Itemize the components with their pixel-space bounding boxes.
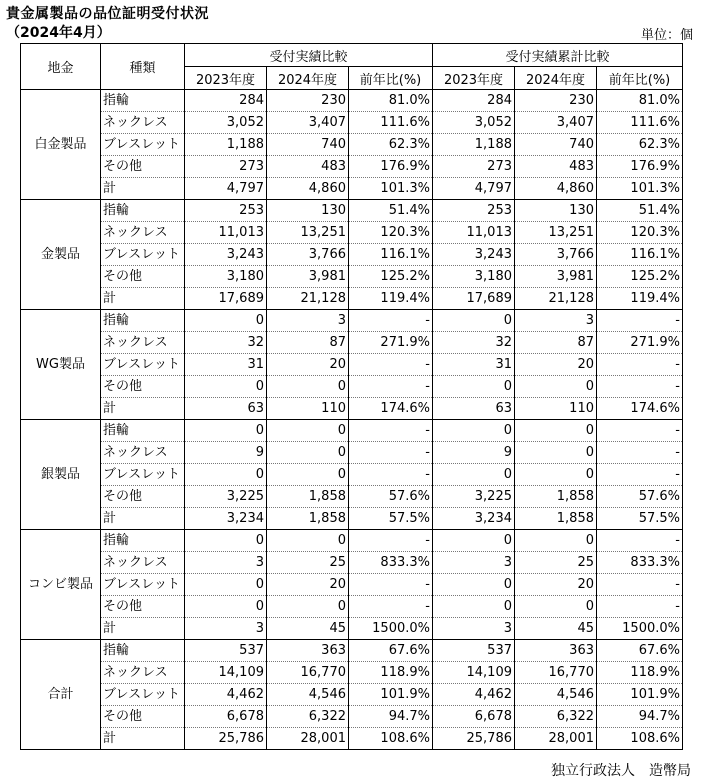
count-cell: 0 bbox=[433, 464, 515, 486]
product-kind: ブレスレット bbox=[101, 134, 185, 156]
count-cell: 13,251 bbox=[267, 222, 349, 244]
publisher: 独立行政法人 造幣局 bbox=[551, 763, 691, 779]
table-row bbox=[21, 200, 683, 222]
count-cell: 273 bbox=[185, 156, 267, 178]
product-kind: 指輪 bbox=[101, 420, 185, 442]
yoy-cell: 57.5% bbox=[597, 508, 683, 530]
count-cell: 3,180 bbox=[185, 266, 267, 288]
product-kind: ネックレス bbox=[101, 332, 185, 354]
yoy-cell: 94.7% bbox=[597, 706, 683, 728]
yoy-cell: 116.1% bbox=[349, 244, 433, 266]
count-cell: 3,180 bbox=[433, 266, 515, 288]
yoy-cell: 57.6% bbox=[349, 486, 433, 508]
product-kind: その他 bbox=[101, 266, 185, 288]
count-cell: 3,243 bbox=[185, 244, 267, 266]
count-cell: 3 bbox=[185, 552, 267, 574]
count-cell: 3,052 bbox=[433, 112, 515, 134]
table-row bbox=[21, 618, 683, 640]
count-cell: 14,109 bbox=[185, 662, 267, 684]
table-row bbox=[21, 244, 683, 266]
yoy-cell: - bbox=[597, 530, 683, 552]
table-row bbox=[21, 134, 683, 156]
table-row bbox=[21, 288, 683, 310]
count-cell: 4,797 bbox=[433, 178, 515, 200]
count-cell: 0 bbox=[185, 376, 267, 398]
count-cell: 20 bbox=[267, 354, 349, 376]
yoy-cell: 62.3% bbox=[349, 134, 433, 156]
count-cell: 253 bbox=[185, 200, 267, 222]
count-cell: 4,860 bbox=[267, 178, 349, 200]
yoy-cell: 119.4% bbox=[349, 288, 433, 310]
count-cell: 3,407 bbox=[267, 112, 349, 134]
count-cell: 3,243 bbox=[433, 244, 515, 266]
count-cell: 0 bbox=[433, 574, 515, 596]
yoy-cell: - bbox=[349, 574, 433, 596]
yoy-cell: - bbox=[349, 596, 433, 618]
product-kind: ブレスレット bbox=[101, 244, 185, 266]
yoy-cell: 51.4% bbox=[597, 200, 683, 222]
count-cell: 0 bbox=[433, 310, 515, 332]
header-cumulative-fy2023: 2023年度 bbox=[433, 67, 515, 90]
count-cell: 1,858 bbox=[267, 486, 349, 508]
table-row bbox=[21, 398, 683, 420]
count-cell: 0 bbox=[515, 442, 597, 464]
table-row bbox=[21, 376, 683, 398]
count-cell: 11,013 bbox=[185, 222, 267, 244]
count-cell: 230 bbox=[267, 90, 349, 112]
count-cell: 9 bbox=[433, 442, 515, 464]
count-cell: 0 bbox=[267, 442, 349, 464]
count-cell: 0 bbox=[433, 420, 515, 442]
metal-group-label: WG製品 bbox=[21, 310, 101, 420]
count-cell: 21,128 bbox=[515, 288, 597, 310]
yoy-cell: 119.4% bbox=[597, 288, 683, 310]
count-cell: 25,786 bbox=[433, 728, 515, 750]
count-cell: 28,001 bbox=[267, 728, 349, 750]
yoy-cell: - bbox=[349, 310, 433, 332]
yoy-cell: 62.3% bbox=[597, 134, 683, 156]
product-kind: 計 bbox=[101, 398, 185, 420]
yoy-cell: 116.1% bbox=[597, 244, 683, 266]
product-kind: その他 bbox=[101, 596, 185, 618]
yoy-cell: 67.6% bbox=[349, 640, 433, 662]
count-cell: 0 bbox=[267, 530, 349, 552]
table-row bbox=[21, 310, 683, 332]
product-kind: ネックレス bbox=[101, 662, 185, 684]
count-cell: 0 bbox=[185, 574, 267, 596]
table-row bbox=[21, 442, 683, 464]
table-row bbox=[21, 266, 683, 288]
product-kind: 計 bbox=[101, 178, 185, 200]
count-cell: 20 bbox=[515, 574, 597, 596]
count-cell: 4,462 bbox=[185, 684, 267, 706]
table-row bbox=[21, 684, 683, 706]
count-cell: 3,234 bbox=[185, 508, 267, 530]
yoy-cell: 120.3% bbox=[597, 222, 683, 244]
count-cell: 3,234 bbox=[433, 508, 515, 530]
yoy-cell: 118.9% bbox=[597, 662, 683, 684]
table-row bbox=[21, 222, 683, 244]
count-cell: 0 bbox=[433, 596, 515, 618]
yoy-cell: 125.2% bbox=[349, 266, 433, 288]
count-cell: 230 bbox=[515, 90, 597, 112]
count-cell: 253 bbox=[433, 200, 515, 222]
count-cell: 537 bbox=[185, 640, 267, 662]
count-cell: 0 bbox=[267, 420, 349, 442]
count-cell: 0 bbox=[185, 596, 267, 618]
table-body bbox=[21, 90, 683, 750]
yoy-cell: 174.6% bbox=[597, 398, 683, 420]
count-cell: 110 bbox=[515, 398, 597, 420]
count-cell: 3,225 bbox=[433, 486, 515, 508]
count-cell: 0 bbox=[267, 464, 349, 486]
count-cell: 0 bbox=[185, 420, 267, 442]
count-cell: 3,407 bbox=[515, 112, 597, 134]
table-row bbox=[21, 596, 683, 618]
count-cell: 4,546 bbox=[515, 684, 597, 706]
count-cell: 130 bbox=[515, 200, 597, 222]
table-row bbox=[21, 112, 683, 134]
yoy-cell: 111.6% bbox=[597, 112, 683, 134]
yoy-cell: - bbox=[349, 442, 433, 464]
report-title: 貴金属製品の品位証明受付状況 bbox=[6, 6, 209, 22]
yoy-cell: 120.3% bbox=[349, 222, 433, 244]
yoy-cell: 108.6% bbox=[349, 728, 433, 750]
product-kind: その他 bbox=[101, 486, 185, 508]
count-cell: 4,797 bbox=[185, 178, 267, 200]
yoy-cell: 174.6% bbox=[349, 398, 433, 420]
count-cell: 25,786 bbox=[185, 728, 267, 750]
count-cell: 1,858 bbox=[267, 508, 349, 530]
table-row bbox=[21, 332, 683, 354]
yoy-cell: 271.9% bbox=[349, 332, 433, 354]
yoy-cell: 81.0% bbox=[349, 90, 433, 112]
count-cell: 284 bbox=[185, 90, 267, 112]
count-cell: 0 bbox=[185, 464, 267, 486]
product-kind: ブレスレット bbox=[101, 464, 185, 486]
count-cell: 0 bbox=[433, 376, 515, 398]
count-cell: 3 bbox=[185, 618, 267, 640]
count-cell: 87 bbox=[267, 332, 349, 354]
yoy-cell: - bbox=[349, 376, 433, 398]
count-cell: 1,188 bbox=[433, 134, 515, 156]
count-cell: 3,981 bbox=[515, 266, 597, 288]
count-cell: 32 bbox=[185, 332, 267, 354]
count-cell: 4,462 bbox=[433, 684, 515, 706]
table-row bbox=[21, 662, 683, 684]
count-cell: 363 bbox=[515, 640, 597, 662]
count-cell: 6,678 bbox=[433, 706, 515, 728]
yoy-cell: 176.9% bbox=[597, 156, 683, 178]
count-cell: 0 bbox=[515, 376, 597, 398]
product-kind: ブレスレット bbox=[101, 574, 185, 596]
count-cell: 3,766 bbox=[267, 244, 349, 266]
product-kind: 指輪 bbox=[101, 90, 185, 112]
count-cell: 1,858 bbox=[515, 508, 597, 530]
product-kind: ネックレス bbox=[101, 442, 185, 464]
count-cell: 740 bbox=[267, 134, 349, 156]
table-row bbox=[21, 486, 683, 508]
yoy-cell: - bbox=[349, 464, 433, 486]
yoy-cell: - bbox=[597, 442, 683, 464]
product-kind: ネックレス bbox=[101, 112, 185, 134]
product-kind: ネックレス bbox=[101, 552, 185, 574]
count-cell: 740 bbox=[515, 134, 597, 156]
count-cell: 6,322 bbox=[515, 706, 597, 728]
table-row bbox=[21, 574, 683, 596]
yoy-cell: 94.7% bbox=[349, 706, 433, 728]
count-cell: 14,109 bbox=[433, 662, 515, 684]
table-row bbox=[21, 552, 683, 574]
count-cell: 0 bbox=[185, 530, 267, 552]
yoy-cell: - bbox=[597, 420, 683, 442]
yoy-cell: - bbox=[597, 596, 683, 618]
product-kind: その他 bbox=[101, 376, 185, 398]
count-cell: 17,689 bbox=[185, 288, 267, 310]
table-row bbox=[21, 90, 683, 112]
product-kind: その他 bbox=[101, 156, 185, 178]
yoy-cell: 118.9% bbox=[349, 662, 433, 684]
yoy-cell: - bbox=[349, 420, 433, 442]
unit-label: 単位：個 bbox=[640, 28, 693, 43]
header-yoy: 前年比(%) bbox=[349, 67, 433, 90]
yoy-cell: 101.9% bbox=[349, 684, 433, 706]
table-row bbox=[21, 640, 683, 662]
yoy-cell: 271.9% bbox=[597, 332, 683, 354]
product-kind: ブレスレット bbox=[101, 354, 185, 376]
count-cell: 0 bbox=[515, 464, 597, 486]
count-cell: 31 bbox=[185, 354, 267, 376]
yoy-cell: - bbox=[597, 354, 683, 376]
count-cell: 6,678 bbox=[185, 706, 267, 728]
product-kind: 計 bbox=[101, 618, 185, 640]
yoy-cell: 57.5% bbox=[349, 508, 433, 530]
count-cell: 0 bbox=[515, 420, 597, 442]
count-cell: 45 bbox=[515, 618, 597, 640]
yoy-cell: 101.9% bbox=[597, 684, 683, 706]
yoy-cell: 57.6% bbox=[597, 486, 683, 508]
count-cell: 32 bbox=[433, 332, 515, 354]
yoy-cell: 101.3% bbox=[597, 178, 683, 200]
count-cell: 1,188 bbox=[185, 134, 267, 156]
table-row bbox=[21, 728, 683, 750]
count-cell: 87 bbox=[515, 332, 597, 354]
certification-table bbox=[20, 43, 683, 750]
count-cell: 28,001 bbox=[515, 728, 597, 750]
count-cell: 3 bbox=[433, 552, 515, 574]
yoy-cell: 833.3% bbox=[349, 552, 433, 574]
count-cell: 483 bbox=[515, 156, 597, 178]
metal-group-label: コンビ製品 bbox=[21, 530, 101, 640]
product-kind: 計 bbox=[101, 728, 185, 750]
yoy-cell: 176.9% bbox=[349, 156, 433, 178]
count-cell: 3 bbox=[267, 310, 349, 332]
count-cell: 21,128 bbox=[267, 288, 349, 310]
count-cell: 16,770 bbox=[267, 662, 349, 684]
product-kind: 計 bbox=[101, 288, 185, 310]
product-kind: 指輪 bbox=[101, 640, 185, 662]
product-kind: 指輪 bbox=[101, 310, 185, 332]
count-cell: 13,251 bbox=[515, 222, 597, 244]
count-cell: 31 bbox=[433, 354, 515, 376]
yoy-cell: 125.2% bbox=[597, 266, 683, 288]
count-cell: 11,013 bbox=[433, 222, 515, 244]
count-cell: 63 bbox=[185, 398, 267, 420]
metal-group-label: 銀製品 bbox=[21, 420, 101, 530]
yoy-cell: 111.6% bbox=[349, 112, 433, 134]
table-row bbox=[21, 178, 683, 200]
count-cell: 0 bbox=[433, 530, 515, 552]
count-cell: 25 bbox=[515, 552, 597, 574]
yoy-cell: - bbox=[597, 310, 683, 332]
count-cell: 3,981 bbox=[267, 266, 349, 288]
count-cell: 284 bbox=[433, 90, 515, 112]
yoy-cell: 1500.0% bbox=[349, 618, 433, 640]
count-cell: 363 bbox=[267, 640, 349, 662]
yoy-cell: 51.4% bbox=[349, 200, 433, 222]
yoy-cell: 81.0% bbox=[597, 90, 683, 112]
yoy-cell: - bbox=[597, 464, 683, 486]
count-cell: 9 bbox=[185, 442, 267, 464]
header-cumulative-comparison: 受付実績累計比較 bbox=[433, 44, 683, 67]
table-row bbox=[21, 156, 683, 178]
count-cell: 0 bbox=[515, 596, 597, 618]
table-row bbox=[21, 706, 683, 728]
count-cell: 1,858 bbox=[515, 486, 597, 508]
count-cell: 4,860 bbox=[515, 178, 597, 200]
count-cell: 3,052 bbox=[185, 112, 267, 134]
count-cell: 3 bbox=[515, 310, 597, 332]
count-cell: 0 bbox=[185, 310, 267, 332]
product-kind: ネックレス bbox=[101, 222, 185, 244]
count-cell: 63 bbox=[433, 398, 515, 420]
count-cell: 273 bbox=[433, 156, 515, 178]
count-cell: 20 bbox=[267, 574, 349, 596]
product-kind: その他 bbox=[101, 706, 185, 728]
count-cell: 0 bbox=[267, 596, 349, 618]
yoy-cell: 67.6% bbox=[597, 640, 683, 662]
yoy-cell: 833.3% bbox=[597, 552, 683, 574]
metal-group-label: 合計 bbox=[21, 640, 101, 750]
product-kind: 指輪 bbox=[101, 530, 185, 552]
product-kind: 計 bbox=[101, 508, 185, 530]
count-cell: 16,770 bbox=[515, 662, 597, 684]
count-cell: 25 bbox=[267, 552, 349, 574]
yoy-cell: 101.3% bbox=[349, 178, 433, 200]
header-fy2024: 2024年度 bbox=[267, 67, 349, 90]
count-cell: 3,766 bbox=[515, 244, 597, 266]
count-cell: 110 bbox=[267, 398, 349, 420]
count-cell: 537 bbox=[433, 640, 515, 662]
header-cumulative-yoy: 前年比(%) bbox=[597, 67, 683, 90]
header-kind: 種類 bbox=[101, 44, 185, 90]
count-cell: 3 bbox=[433, 618, 515, 640]
product-kind: ブレスレット bbox=[101, 684, 185, 706]
count-cell: 0 bbox=[515, 530, 597, 552]
yoy-cell: - bbox=[349, 530, 433, 552]
count-cell: 130 bbox=[267, 200, 349, 222]
count-cell: 3,225 bbox=[185, 486, 267, 508]
table-row bbox=[21, 354, 683, 376]
table-row bbox=[21, 508, 683, 530]
header-monthly-comparison: 受付実績比較 bbox=[185, 44, 433, 67]
table-row bbox=[21, 464, 683, 486]
count-cell: 4,546 bbox=[267, 684, 349, 706]
header-cumulative-fy2024: 2024年度 bbox=[515, 67, 597, 90]
table-row bbox=[21, 420, 683, 442]
count-cell: 20 bbox=[515, 354, 597, 376]
yoy-cell: 1500.0% bbox=[597, 618, 683, 640]
count-cell: 483 bbox=[267, 156, 349, 178]
count-cell: 0 bbox=[267, 376, 349, 398]
yoy-cell: - bbox=[349, 354, 433, 376]
report-period: （2024年4月） bbox=[6, 25, 111, 41]
header-metal: 地金 bbox=[21, 44, 101, 90]
metal-group-label: 白金製品 bbox=[21, 90, 101, 200]
product-kind: 指輪 bbox=[101, 200, 185, 222]
yoy-cell: - bbox=[597, 376, 683, 398]
count-cell: 45 bbox=[267, 618, 349, 640]
header-fy2023: 2023年度 bbox=[185, 67, 267, 90]
count-cell: 17,689 bbox=[433, 288, 515, 310]
count-cell: 6,322 bbox=[267, 706, 349, 728]
yoy-cell: 108.6% bbox=[597, 728, 683, 750]
yoy-cell: - bbox=[597, 574, 683, 596]
table-row bbox=[21, 530, 683, 552]
metal-group-label: 金製品 bbox=[21, 200, 101, 310]
